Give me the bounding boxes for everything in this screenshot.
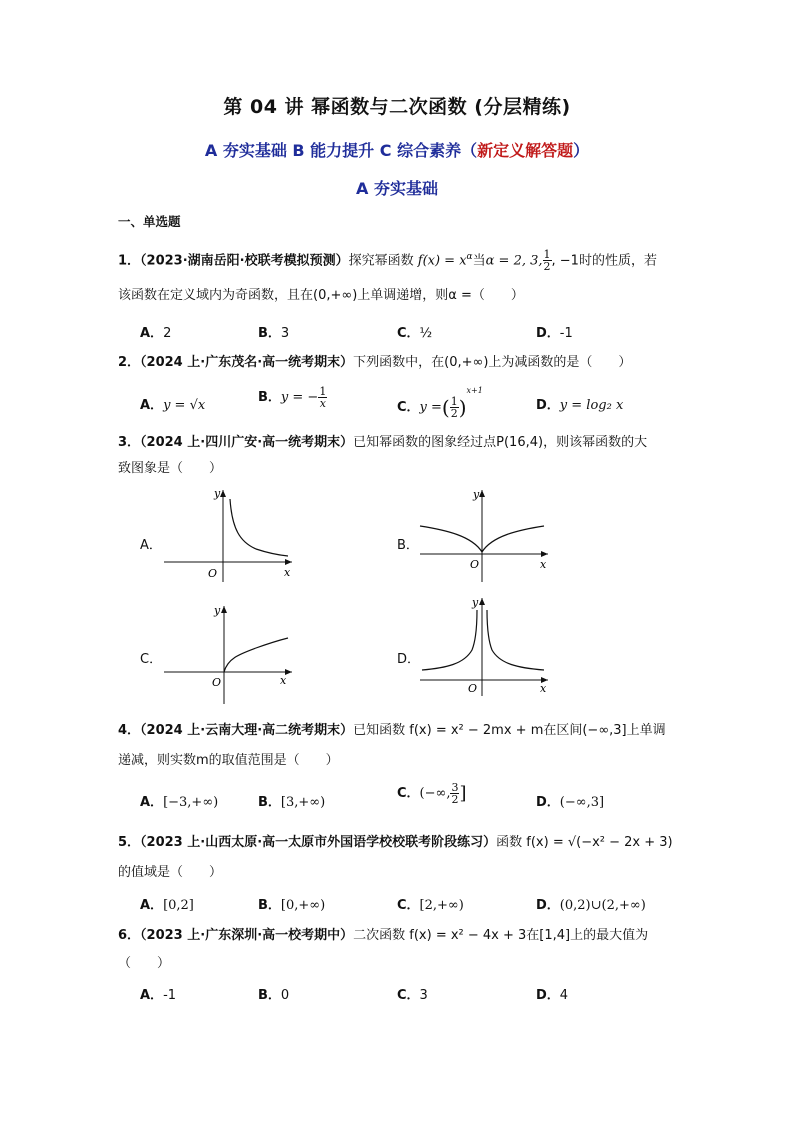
x-axis-label: x: [280, 674, 287, 687]
q2-option-d[interactable]: [536, 394, 623, 413]
q3-graph-d[interactable]: [416, 592, 556, 698]
q1-sup: α: [466, 252, 473, 262]
option-text: (0,2)∪(2,+∞): [559, 898, 646, 913]
option-text: -1: [559, 326, 573, 341]
q4-c-close: ]: [459, 783, 467, 804]
q6-option-a[interactable]: [140, 984, 176, 1003]
option-text: y = √x: [163, 398, 206, 413]
q2-c-exponent: x+1: [466, 386, 483, 395]
q6-text-1: 二次函数 f(x) = x² − 4x + 3在[1,4]上的最大值为: [353, 928, 649, 943]
q1-text-a: 探究幂函数: [348, 253, 414, 269]
option-label: C．: [397, 326, 420, 341]
q3-option-b-label[interactable]: B．: [397, 538, 419, 553]
option-label: B．: [258, 326, 281, 341]
part-heading: 一、单选题: [118, 214, 181, 229]
q4-option-b[interactable]: [258, 791, 325, 810]
option-text: [0,2]: [163, 898, 194, 913]
question-3-line2: 致图象是（ ）: [118, 461, 223, 476]
q6-option-b[interactable]: [258, 984, 289, 1003]
x-axis-label: x: [540, 682, 547, 695]
option-label: B．: [258, 390, 281, 405]
q1-text-b: 当: [472, 253, 486, 269]
option-text: y = −: [280, 390, 319, 405]
q3-option-c-label[interactable]: C．: [140, 652, 163, 667]
q5-option-a[interactable]: [140, 894, 194, 913]
question-5-line2: 的值域是（ ）: [118, 865, 223, 880]
question-3-line1: [118, 433, 647, 453]
option-label: A．: [140, 988, 164, 1003]
question-2-stem: [118, 353, 631, 373]
q6-source: （2023 上·广东深圳·高一校考期中）: [140, 928, 354, 943]
q3-option-d-label[interactable]: D．: [397, 652, 421, 667]
q5-option-b[interactable]: [258, 894, 325, 913]
option-text: [0,+∞): [280, 898, 326, 913]
x-axis-label: x: [540, 558, 547, 571]
q1-option-a[interactable]: [140, 322, 171, 341]
q4-option-c[interactable]: [397, 782, 467, 805]
q1-half-den: 2: [543, 260, 551, 274]
option-label: C．: [397, 898, 420, 913]
option-text: 3: [280, 326, 290, 341]
subtitle: [0, 138, 794, 161]
q4-num: 4．: [118, 723, 141, 738]
option-label: A．: [140, 898, 164, 913]
q5-source: （2023 上·山西太原·高一太原市外国语学校校联考阶段练习）: [140, 835, 497, 850]
q2-b-num: 1: [319, 385, 327, 398]
q3-source: （2024 上·四川广安·高一统考期末）: [140, 435, 354, 450]
question-6-line1: [118, 926, 648, 946]
q1-half-fraction: [543, 249, 552, 272]
option-label: C．: [397, 400, 420, 415]
y-axis-label: y: [472, 596, 479, 609]
q2-source: （2024 上·广东茂名·高一统考期末）: [140, 355, 354, 370]
option-label: C．: [397, 786, 420, 801]
q1-option-d[interactable]: [536, 322, 573, 341]
option-text: [3,+∞): [280, 795, 326, 810]
option-label: B．: [258, 898, 281, 913]
option-label: D．: [536, 988, 560, 1003]
subtitle-end: ）: [573, 141, 590, 160]
q2-b-fraction: [318, 386, 327, 409]
option-text: ½: [419, 326, 433, 341]
option-label: C．: [397, 988, 420, 1003]
q4-option-d[interactable]: [536, 791, 604, 810]
option-text: y = log₂ x: [559, 398, 624, 413]
option-text: -1: [163, 988, 177, 1003]
question-1-line1: [118, 247, 657, 272]
q2-b-den: x: [319, 397, 326, 410]
q3-graph-b[interactable]: [416, 484, 556, 584]
origin-label: O: [468, 682, 478, 695]
q1-option-b[interactable]: [258, 322, 289, 341]
q5-text-1: 函数 f(x) = √(−x² − 2x + 3): [496, 835, 673, 850]
option-label: B．: [258, 795, 281, 810]
q1-half-num: 1: [543, 248, 551, 262]
option-text: 3: [419, 988, 428, 1003]
q6-num: 6．: [118, 928, 141, 943]
q1-text-c: , −1时的性质，若: [551, 253, 657, 269]
question-4-line2: 递减，则实数m的取值范围是（ ）: [118, 753, 339, 768]
option-label: A．: [140, 326, 164, 341]
question-4-line1: [118, 721, 666, 741]
y-axis-label: y: [214, 487, 221, 500]
q4-c-den: 2: [451, 793, 459, 806]
origin-label: O: [208, 567, 218, 580]
y-axis-label: y: [214, 604, 221, 617]
q3-graph-a[interactable]: [160, 484, 300, 584]
option-text: 2: [163, 326, 172, 341]
page-title: 第 04 讲 幂函数与二次函数 (分层精练): [223, 96, 571, 118]
option-label: B．: [258, 988, 281, 1003]
q1-source: （2023·湖南岳阳·校联考模拟预测）: [140, 253, 349, 269]
q6-option-c[interactable]: [397, 984, 428, 1003]
q3-num: 3．: [118, 435, 141, 450]
option-label: A．: [140, 398, 164, 413]
section-heading: A 夯实基础: [356, 179, 438, 198]
q4-source: （2024 上·云南大理·高二统考期末）: [140, 723, 354, 738]
option-text: y =: [419, 400, 442, 415]
q2-c-num: 1: [450, 395, 458, 408]
subtitle-red: 新定义解答题: [477, 141, 574, 160]
option-label: D．: [536, 398, 560, 413]
q6-option-d[interactable]: [536, 984, 568, 1003]
q2-num: 2．: [118, 355, 141, 370]
q3-text-1: 已知幂函数的图象经过点P(16,4)，则该幂函数的大: [353, 435, 648, 450]
q4-text-1: 已知函数 f(x) = x² − 2mx + m在区间(−∞,3]上单调: [353, 723, 666, 738]
q5-option-d[interactable]: [536, 894, 646, 913]
q2-c-fraction: [450, 396, 459, 419]
option-label: D．: [536, 326, 560, 341]
q1-num: 1．: [118, 253, 141, 269]
q2-option-b[interactable]: [258, 386, 327, 409]
option-label: D．: [536, 795, 560, 810]
x-axis-label: x: [284, 566, 291, 579]
q5-num: 5．: [118, 835, 141, 850]
option-label: D．: [536, 898, 560, 913]
option-text: (−∞,: [419, 786, 451, 801]
q3-option-a-label[interactable]: A．: [140, 538, 162, 553]
option-text: [2,+∞): [419, 898, 464, 913]
q2-option-a[interactable]: [140, 394, 205, 413]
q5-option-c[interactable]: [397, 894, 464, 913]
q4-c-num: 3: [451, 781, 459, 794]
y-axis-label: y: [473, 488, 480, 501]
option-text: 0: [280, 988, 290, 1003]
q2-c-den: 2: [450, 407, 458, 420]
q2-option-c[interactable]: C．y =( $\frac{1}{2}$ )$^{x+1}$: [397, 386, 483, 420]
origin-label: O: [470, 558, 480, 571]
q1-fx: f(x) = x: [417, 253, 467, 269]
option-text: 4: [559, 988, 569, 1003]
option-text: (−∞,3]: [559, 795, 605, 810]
origin-label: O: [212, 676, 222, 689]
question-5-line1: [118, 833, 673, 853]
option-text: [−3,+∞): [163, 795, 219, 810]
q1-alpha-list: α = 2, 3,: [485, 253, 543, 269]
subtitle-main: A 夯实基础 B 能力提升 C 综合素养（: [204, 141, 478, 160]
question-6-line2: （ ）: [118, 956, 171, 971]
q3-graph-c[interactable]: [160, 600, 300, 706]
question-1-line2: 该函数在定义域内为奇函数，且在(0,+∞)上单调递增，则α =（ ）: [118, 288, 524, 303]
q2-text: 下列函数中，在(0,+∞)上为减函数的是（ ）: [353, 355, 632, 370]
option-label: A．: [140, 795, 164, 810]
q1-option-c[interactable]: [397, 322, 432, 341]
q4-option-a[interactable]: [140, 791, 218, 810]
